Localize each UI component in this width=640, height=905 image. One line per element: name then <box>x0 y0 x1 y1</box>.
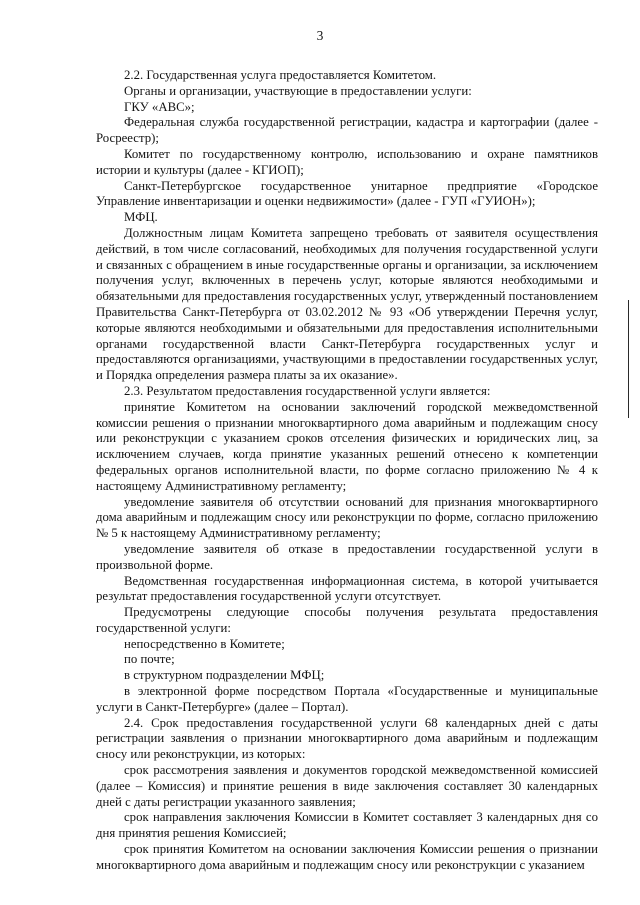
paragraph-method-portal: в электронной форме посредством Портала «Государственные и муниципальные услуги в Санкт-Петербурге» (далее – Портал). <box>96 684 598 714</box>
paragraph-2-2: 2.2. Государственная услуга предоставляется Комитетом. <box>124 68 437 82</box>
paragraph-term-sending: срок направления заключения Комиссии в Комитет составляет 3 календарных дня со дня принятия решения Комиссией; <box>96 810 598 841</box>
paragraph-2-4: 2.4. Срок предоставления государственной услуги 68 календарных дней с даты регистрации заявления о признании многоквартирного дома аварийным и подлежащим сносу или реконструкции, из которых: <box>96 715 598 762</box>
paragraph-term-commission: срок рассмотрения заявления и документов городской межведомственной комиссией (далее – Комиссия) и принятие решения в виде заключения составляет 30 календарных дней с даты регистрации указанного заявления; <box>96 763 598 809</box>
paragraph-method-mfc: в структурном подразделении МФЦ; <box>124 668 325 683</box>
paragraph-kgiop: Комитет по государственному контролю, использованию и охране памятников истории и культуры (далее - КГИОП); <box>96 146 598 177</box>
paragraph-result-no-grounds: уведомление заявителя об отсутствии оснований для признания многоквартирного дома аварийным и подлежащим сносу или реконструкции по форме, согласно приложению № 5 к настоящему Административному регламенту; <box>96 494 598 541</box>
paragraph-rosreestr: Федеральная служба государственной регистрации, кадастра и картографии (далее - Росреестр); <box>96 115 598 146</box>
paragraph-method-committee: непосредственно в Комитете; <box>124 636 285 651</box>
margin-rule-line <box>628 300 629 418</box>
paragraph-result-refusal: уведомление заявителя об отказе в предоставлении государственной услуги в произвольной форме. <box>96 541 598 572</box>
paragraph-receipt-methods: Предусмотрены следующие способы получения результата предоставления государственной услуги: <box>96 605 598 635</box>
paragraph-info-system: Ведомственная государственная информационная система, в которой учитывается результат предоставления государственной услуги отсутствует. <box>96 573 598 604</box>
paragraph-prohibition: Должностным лицам Комитета запрещено требовать от заявителя осуществления действий, в том числе согласований, необходимых для получения государственной услуги и связанных с обращением в иные государственные органы и организации, за исключением получения услуг, включенных в перечень услуг, которые являются необходимыми и обязательными для предоставления государственных услуг, утвержденный постановлением Правительства Санкт-Петербурга от 03.02.2012 № 93 «Об утверждении Перечня услуг, которые являются необходимыми и обязательными для предоставления исполнительными органами государственной власти Санкт-Петербурга государственных услуг и предоставляются организациями, участвующими в предоставлении государственных услуг, и Порядка определения размера платы за их оказание». <box>96 225 598 383</box>
page-number: 3 <box>316 28 324 43</box>
paragraph-2-3: 2.3. Результатом предоставления государственной услуги является: <box>124 383 491 398</box>
document-body <box>96 68 598 874</box>
paragraph-mfc: МФЦ. <box>124 210 158 225</box>
paragraph-gku-avs: ГКУ «АВС»; <box>124 99 195 114</box>
paragraph-result-decision: принятие Комитетом на основании заключений городской межведомственной комиссии решения о признании многоквартирного дома аварийным и подлежащим сносу или реконструкции с указанием сроков отселения физических и юридических лиц, за исключением случаев, когда принятие указанных решений отнесено к компетенции федеральных органов исполнительной власти, по форме согласно приложению № 4 к настоящему Административному регламенту; <box>96 399 598 493</box>
paragraph-method-post: по почте; <box>124 652 175 667</box>
paragraph-guion: Санкт-Петербургское государственное унитарное предприятие «Городское Управление инвентаризации и оценки недвижимости» (далее - ГУП «ГУИОН»); <box>96 178 598 209</box>
paragraph-term-decision: срок принятия Комитетом на основании заключения Комиссии решения о признании многоквартирного дома аварийным и подлежащим сносу или реконструкции с указанием <box>96 842 598 872</box>
paragraph-organizations-heading: Органы и организации, участвующие в предоставлении услуги: <box>124 83 472 98</box>
